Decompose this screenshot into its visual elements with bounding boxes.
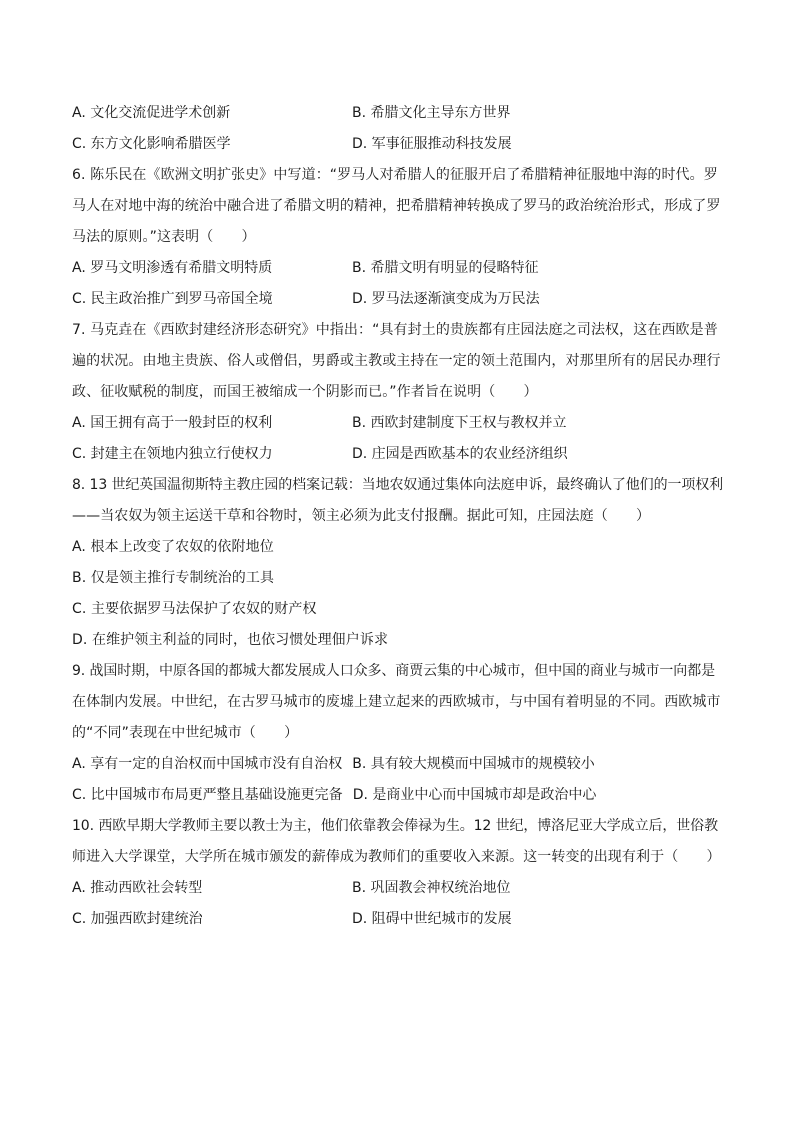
q9-stem-line-2: 在体制内发展。中世纪，在古罗马城市的废墟上建立起来的西欧城市，与中国有着明显的不同。西欧城市 <box>72 694 721 710</box>
q7-options-row-1 <box>72 411 724 442</box>
q5-option-b[interactable]: B. 希腊文化主导东方世界 <box>352 105 511 121</box>
q10-stem-line-1: 10. 西欧早期大学教师主要以教士为主，他们依靠教会俸禄为生。12 世纪，博洛尼亚大学成立后，世俗教 <box>72 818 718 834</box>
q6-options-row-1 <box>72 256 724 287</box>
q10-option-b[interactable]: B. 巩固教会神权统治地位 <box>352 880 511 896</box>
q8-stem-line-2: ——当农奴为领主运送干草和谷物时，领主必须为此支付报酬。据此可知，庄园法庭（ ） <box>72 508 651 524</box>
q10-option-a[interactable]: A. 推动西欧社会转型 <box>72 880 203 896</box>
exam-page <box>72 101 724 938</box>
q9-options-row-2 <box>72 783 724 814</box>
q9-options-row-1 <box>72 752 724 783</box>
q10-options-row-1 <box>72 876 724 907</box>
q8-option-d[interactable]: D. 在维护领主利益的同时，也依习惯处理佃户诉求 <box>72 632 389 648</box>
q7-stem-line-2: 遍的状况。由地主贵族、俗人或僧侣，男爵或主教或主持在一定的领土范围内，对那里所有的居民办理行 <box>72 353 721 369</box>
q9-option-b[interactable]: B. 具有较大规模而中国城市的规模较小 <box>352 756 595 772</box>
q10-option-c[interactable]: C. 加强西欧封建统治 <box>72 911 203 927</box>
q6-options-row-2 <box>72 287 724 318</box>
q7-options-row-2 <box>72 442 724 473</box>
q7-stem-line-1: 7. 马克垚在《西欧封建经济形态研究》中指出：“具有封土的贵族都有庄园法庭之司法权，这在西欧是普 <box>72 322 718 338</box>
q6-option-d[interactable]: D. 罗马法逐渐演变成为万民法 <box>352 291 540 307</box>
q6-stem-line-2: 马人在对地中海的统治中融合进了希腊文明的精神，把希腊精神转换成了罗马的政治统治形式，形成了罗 <box>72 198 721 214</box>
q5-option-c[interactable]: C. 东方文化影响希腊医学 <box>72 136 231 152</box>
q9-option-c[interactable]: C. 比中国城市布局更严整且基础设施更完备 <box>72 787 343 803</box>
q5-options-row-2 <box>72 132 724 163</box>
q6-option-a[interactable]: A. 罗马文明渗透有希腊文明特质 <box>72 260 273 276</box>
q7-option-a[interactable]: A. 国王拥有高于一般封臣的权利 <box>72 415 273 431</box>
q10-stem-line-2: 师进入大学课堂，大学所在城市颁发的薪俸成为教师们的重要收入来源。这一转变的出现有利于（ ） <box>72 849 721 865</box>
q6-stem-line-3: 马法的原则。”这表明（ ） <box>72 229 256 245</box>
q8-option-b[interactable]: B. 仅是领主推行专制统治的工具 <box>72 570 275 586</box>
q9-stem-line-3: 的“不同”表现在中世纪城市（ ） <box>72 725 299 741</box>
q5-option-d[interactable]: D. 军事征服推动科技发展 <box>352 136 512 152</box>
q9-option-d[interactable]: D. 是商业中心而中国城市却是政治中心 <box>352 787 597 803</box>
q8-option-a[interactable]: A. 根本上改变了农奴的依附地位 <box>72 539 274 555</box>
q9-stem-line-1: 9. 战国时期，中原各国的都城大都发展成人口众多、商贾云集的中心城市，但中国的商业与城市一向都是 <box>72 663 716 679</box>
q7-option-d[interactable]: D. 庄园是西欧基本的农业经济组织 <box>352 446 568 462</box>
q9-option-a[interactable]: A. 享有一定的自治权而中国城市没有自治权 <box>72 756 343 772</box>
q5-option-a[interactable]: A. 文化交流促进学术创新 <box>72 105 231 121</box>
q7-option-c[interactable]: C. 封建主在领地内独立行使权力 <box>72 446 273 462</box>
q8-option-c[interactable]: C. 主要依据罗马法保护了农奴的财产权 <box>72 601 317 617</box>
q6-option-b[interactable]: B. 希腊文明有明显的侵略特征 <box>352 260 539 276</box>
q8-stem-line-1: 8. 13 世纪英国温彻斯特主教庄园的档案记载：当地农奴通过集体向法庭申诉，最终确认了他们的一项权利 <box>72 477 724 493</box>
q7-stem-line-3: 政、征收赋税的制度，而国王被缩成一个阴影而已。”作者旨在说明（ ） <box>72 384 538 400</box>
q6-stem-line-1: 6. 陈乐民在《欧洲文明扩张史》中写道：“罗马人对希腊人的征服开启了希腊精神征服地中海的时代。罗 <box>72 167 718 183</box>
q10-option-d[interactable]: D. 阻碍中世纪城市的发展 <box>352 911 512 927</box>
q6-option-c[interactable]: C. 民主政治推广到罗马帝国全境 <box>72 291 273 307</box>
q7-option-b[interactable]: B. 西欧封建制度下王权与教权并立 <box>352 415 567 431</box>
q5-options-row-1 <box>72 101 724 132</box>
q10-options-row-2 <box>72 907 724 938</box>
